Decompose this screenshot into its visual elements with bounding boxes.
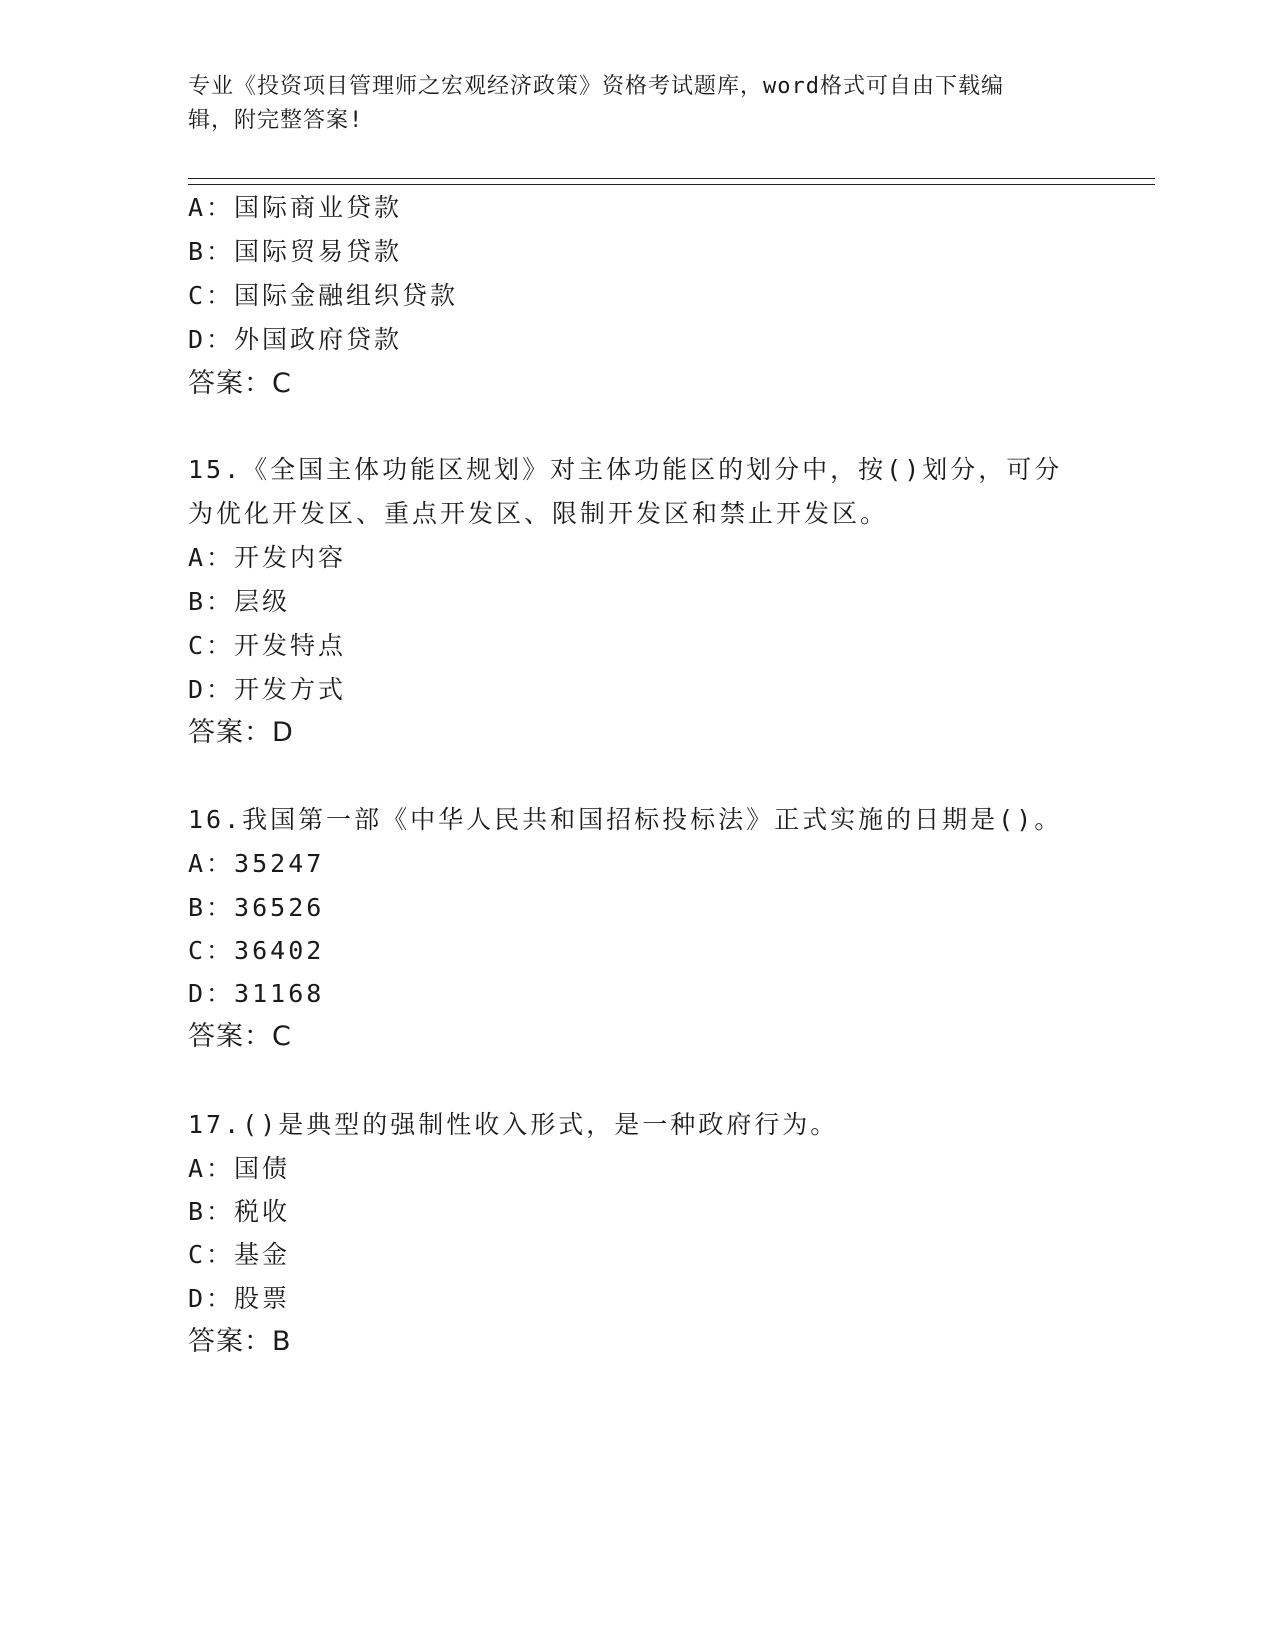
option-d: D：股票 [188, 1284, 291, 1313]
option-b: B：36526 [188, 893, 325, 922]
option-c: C：36402 [188, 936, 325, 965]
option-a: A：国际商业贷款 [188, 193, 403, 222]
answer: 答案：B [188, 1326, 292, 1357]
header-divider-bottom [188, 184, 1155, 185]
question-15-stem-line-1: 15.《全国主体功能区规划》对主体功能区的划分中，按()划分，可分 [188, 455, 1063, 484]
option-d: D：外国政府贷款 [188, 325, 403, 354]
answer: 答案：D [188, 717, 294, 748]
answer: 答案：C [188, 368, 292, 399]
option-a: A：国债 [188, 1154, 291, 1183]
question-16-stem: 16.我国第一部《中华人民共和国招标投标法》正式实施的日期是()。 [188, 805, 1063, 834]
document-header [188, 70, 1088, 138]
header-divider-top [188, 178, 1155, 179]
option-b: B：国际贸易贷款 [188, 237, 403, 266]
header-line-2: 辑，附完整答案! [188, 108, 364, 133]
option-a: A：35247 [188, 849, 325, 878]
question-15-stem-line-2: 为优化开发区、重点开发区、限制开发区和禁止开发区。 [188, 499, 889, 528]
option-c: C：基金 [188, 1240, 291, 1269]
option-d: D：31168 [188, 979, 325, 1008]
option-a: A：开发内容 [188, 543, 347, 572]
option-d: D：开发方式 [188, 675, 347, 704]
option-b: B：税收 [188, 1197, 291, 1226]
answer: 答案：C [188, 1021, 292, 1052]
option-b: B：层级 [188, 587, 291, 616]
option-c: C：国际金融组织贷款 [188, 281, 459, 310]
question-17-stem: 17.()是典型的强制性收入形式，是一种政府行为。 [188, 1110, 839, 1139]
option-c: C：开发特点 [188, 631, 347, 660]
header-line-1: 专业《投资项目管理师之宏观经济政策》资格考试题库，word格式可自由下载编 [188, 74, 1004, 99]
